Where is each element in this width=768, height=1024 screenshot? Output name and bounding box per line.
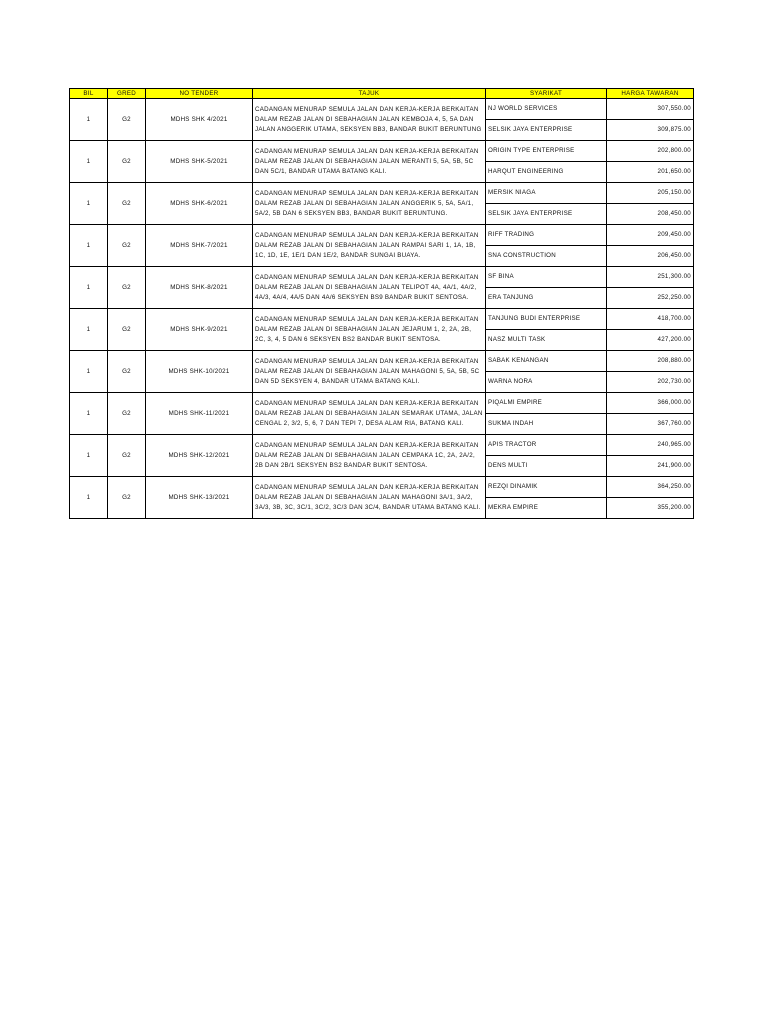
header-no-tender: NO TENDER xyxy=(146,89,253,99)
cell-tajuk: CADANGAN MENURAP SEMULA JALAN DAN KERJA-KERJA BERKAITAN DALAM REZAB JALAN DI SEBAHAGIAN JALAN RAMPAI SARI 1, 1A, 1B, 1C, 1D, 1E, 1E/1 DAN 1E/2, BANDAR SUNGAI BUAYA. xyxy=(253,225,486,267)
cell-no-tender: MDHS SHK-10/2021 xyxy=(146,351,253,393)
cell-bil: 1 xyxy=(70,99,108,141)
cell-bil: 1 xyxy=(70,435,108,477)
cell-no-tender: MDHS SHK 4/2021 xyxy=(146,99,253,141)
cell-harga-tawaran: 206,450.00 xyxy=(607,246,694,267)
cell-harga-tawaran: 201,650.00 xyxy=(607,162,694,183)
table-row xyxy=(70,435,694,456)
cell-bil: 1 xyxy=(70,351,108,393)
cell-no-tender: MDHS SHK-12/2021 xyxy=(146,435,253,477)
header-row xyxy=(70,89,694,99)
cell-tajuk: CADANGAN MENURAP SEMULA JALAN DAN KERJA-KERJA BERKAITAN DALAM REZAB JALAN DI SEBAHAGIAN JALAN SEMARAK UTAMA, JALAN CENGAL 2, 3/2, 5, 6, 7 DAN TEPI 7, DESA ALAM RIA, BATANG KALI. xyxy=(253,393,486,435)
cell-syarikat: TANJUNG BUDI ENTERPRISE xyxy=(486,309,607,330)
cell-harga-tawaran: 307,550.00 xyxy=(607,99,694,120)
cell-syarikat: DENS MULTI xyxy=(486,456,607,477)
cell-no-tender: MDHS SHK-5/2021 xyxy=(146,141,253,183)
cell-gred: G2 xyxy=(108,183,146,225)
cell-harga-tawaran: 205,150.00 xyxy=(607,183,694,204)
cell-bil: 1 xyxy=(70,309,108,351)
cell-harga-tawaran: 202,730.00 xyxy=(607,372,694,393)
cell-syarikat: WARNA NORA xyxy=(486,372,607,393)
header-gred: GRED xyxy=(108,89,146,99)
cell-harga-tawaran: 251,300.00 xyxy=(607,267,694,288)
header-tajuk: TAJUK xyxy=(253,89,486,99)
cell-gred: G2 xyxy=(108,351,146,393)
cell-syarikat: RIFF TRADING xyxy=(486,225,607,246)
table-row xyxy=(70,225,694,246)
cell-harga-tawaran: 309,875.00 xyxy=(607,120,694,141)
cell-tajuk: CADANGAN MENURAP SEMULA JALAN DAN KERJA-KERJA BERKAITAN DALAM REZAB JALAN DI SEBAHAGIAN JALAN MERANTI 5, 5A, 5B, 5C DAN 5C/1, BANDAR UTAMA BATANG KALI. xyxy=(253,141,486,183)
cell-gred: G2 xyxy=(108,225,146,267)
cell-tajuk: CADANGAN MENURAP SEMULA JALAN DAN KERJA-KERJA BERKAITAN DALAM REZAB JALAN DI SEBAHAGIAN JALAN JEJARUM 1, 2, 2A, 2B, 2C, 3, 4, 5 DAN 6 SEKSYEN BS2 BANDAR BUKIT SENTOSA. xyxy=(253,309,486,351)
cell-bil: 1 xyxy=(70,393,108,435)
cell-harga-tawaran: 355,200.00 xyxy=(607,498,694,519)
cell-no-tender: MDHS SHK-9/2021 xyxy=(146,309,253,351)
cell-syarikat: REZQI DINAMIK xyxy=(486,477,607,498)
table-row xyxy=(70,267,694,288)
cell-bil: 1 xyxy=(70,183,108,225)
cell-tajuk: CADANGAN MENURAP SEMULA JALAN DAN KERJA-KERJA BERKAITAN DALAM REZAB JALAN DI SEBAHAGIAN JALAN MAHAGONI 3A/1, 3A/2, 3A/3, 3B, 3C, 3C/1, 3C/2, 3C/3 DAN 3C/4, BANDAR UTAMA BATANG KALI. xyxy=(253,477,486,519)
cell-harga-tawaran: 209,450.00 xyxy=(607,225,694,246)
cell-no-tender: MDHS SHK-11/2021 xyxy=(146,393,253,435)
cell-syarikat: APIS TRACTOR xyxy=(486,435,607,456)
cell-syarikat: SUKMA INDAH xyxy=(486,414,607,435)
cell-syarikat: SNA CONSTRUCTION xyxy=(486,246,607,267)
cell-gred: G2 xyxy=(108,267,146,309)
table-row xyxy=(70,477,694,498)
cell-tajuk: CADANGAN MENURAP SEMULA JALAN DAN KERJA-KERJA BERKAITAN DALAM REZAB JALAN DI SEBAHAGIAN JALAN TELIPOT 4A, 4A/1, 4A/2, 4A/3, 4A/4, 4A/5 DAN 4A/6 SEKSYEN BS9 BANDAR BUKIT SENTOSA. xyxy=(253,267,486,309)
cell-syarikat: NASZ MULTI TASK xyxy=(486,330,607,351)
cell-harga-tawaran: 427,200.00 xyxy=(607,330,694,351)
cell-no-tender: MDHS SHK-13/2021 xyxy=(146,477,253,519)
cell-no-tender: MDHS SHK-7/2021 xyxy=(146,225,253,267)
cell-harga-tawaran: 364,250.00 xyxy=(607,477,694,498)
table-row xyxy=(70,393,694,414)
cell-harga-tawaran: 366,000.00 xyxy=(607,393,694,414)
cell-gred: G2 xyxy=(108,309,146,351)
table-row xyxy=(70,99,694,120)
cell-tajuk: CADANGAN MENURAP SEMULA JALAN DAN KERJA-KERJA BERKAITAN DALAM REZAB JALAN DI SEBAHAGIAN JALAN MAHAGONI 5, 5A, 5B, 5C DAN 5D SEKSYEN 4, BANDAR UTAMA BATANG KALI. xyxy=(253,351,486,393)
cell-syarikat: SELSIK JAYA ENTERPRISE xyxy=(486,204,607,225)
cell-syarikat: PIQALMI EMPIRE xyxy=(486,393,607,414)
cell-harga-tawaran: 418,700.00 xyxy=(607,309,694,330)
cell-syarikat: HARQUT ENGINEERING xyxy=(486,162,607,183)
cell-syarikat: ORIGIN TYPE ENTERPRISE xyxy=(486,141,607,162)
cell-tajuk: CADANGAN MENURAP SEMULA JALAN DAN KERJA-KERJA BERKAITAN DALAM REZAB JALAN DI SEBAHAGIAN JALAN ANGGERIK 5, 5A, 5A/1, 5A/2, 5B DAN 6 SEKSYEN BB3, BANDAR BUKIT BERUNTUNG. xyxy=(253,183,486,225)
cell-harga-tawaran: 202,800.00 xyxy=(607,141,694,162)
cell-bil: 1 xyxy=(70,477,108,519)
table-row xyxy=(70,141,694,162)
cell-tajuk: CADANGAN MENURAP SEMULA JALAN DAN KERJA-KERJA BERKAITAN DALAM REZAB JALAN DI SEBAHAGIAN JALAN KEMBOJA 4, 5, 5A DAN JALAN ANGGERIK UTAMA, SEKSYEN BB3, BANDAR BUKIT BERUNTUNG xyxy=(253,99,486,141)
cell-bil: 1 xyxy=(70,141,108,183)
header-syarikat: SYARIKAT xyxy=(486,89,607,99)
table-body xyxy=(70,99,694,519)
header-bil: BIL xyxy=(70,89,108,99)
cell-harga-tawaran: 208,880.00 xyxy=(607,351,694,372)
table-row xyxy=(70,183,694,204)
cell-syarikat: ERA TANJUNG xyxy=(486,288,607,309)
cell-syarikat: NJ WORLD SERVICES xyxy=(486,99,607,120)
cell-no-tender: MDHS SHK-8/2021 xyxy=(146,267,253,309)
cell-gred: G2 xyxy=(108,393,146,435)
cell-syarikat: SF BINA xyxy=(486,267,607,288)
cell-gred: G2 xyxy=(108,99,146,141)
cell-gred: G2 xyxy=(108,141,146,183)
header-harga-tawaran: HARGA TAWARAN xyxy=(607,89,694,99)
cell-harga-tawaran: 208,450.00 xyxy=(607,204,694,225)
table-row xyxy=(70,309,694,330)
cell-harga-tawaran: 367,760.00 xyxy=(607,414,694,435)
cell-gred: G2 xyxy=(108,477,146,519)
table-row xyxy=(70,351,694,372)
tender-results-table xyxy=(69,88,694,519)
cell-harga-tawaran: 241,900.00 xyxy=(607,456,694,477)
cell-harga-tawaran: 240,965.00 xyxy=(607,435,694,456)
cell-no-tender: MDHS SHK-6/2021 xyxy=(146,183,253,225)
cell-bil: 1 xyxy=(70,225,108,267)
cell-tajuk: CADANGAN MENURAP SEMULA JALAN DAN KERJA-KERJA BERKAITAN DALAM REZAB JALAN DI SEBAHAGIAN JALAN CEMPAKA 1C, 2A, 2A/2, 2B DAN 2B/1 SEKSYEN BS2 BANDAR BUKIT SENTOSA. xyxy=(253,435,486,477)
cell-syarikat: MEKRA EMPIRE xyxy=(486,498,607,519)
cell-bil: 1 xyxy=(70,267,108,309)
cell-syarikat: SELSIK JAYA ENTERPRISE xyxy=(486,120,607,141)
cell-syarikat: SABAK KENANGAN xyxy=(486,351,607,372)
cell-syarikat: MERSIK NIAGA xyxy=(486,183,607,204)
cell-gred: G2 xyxy=(108,435,146,477)
cell-harga-tawaran: 252,250.00 xyxy=(607,288,694,309)
